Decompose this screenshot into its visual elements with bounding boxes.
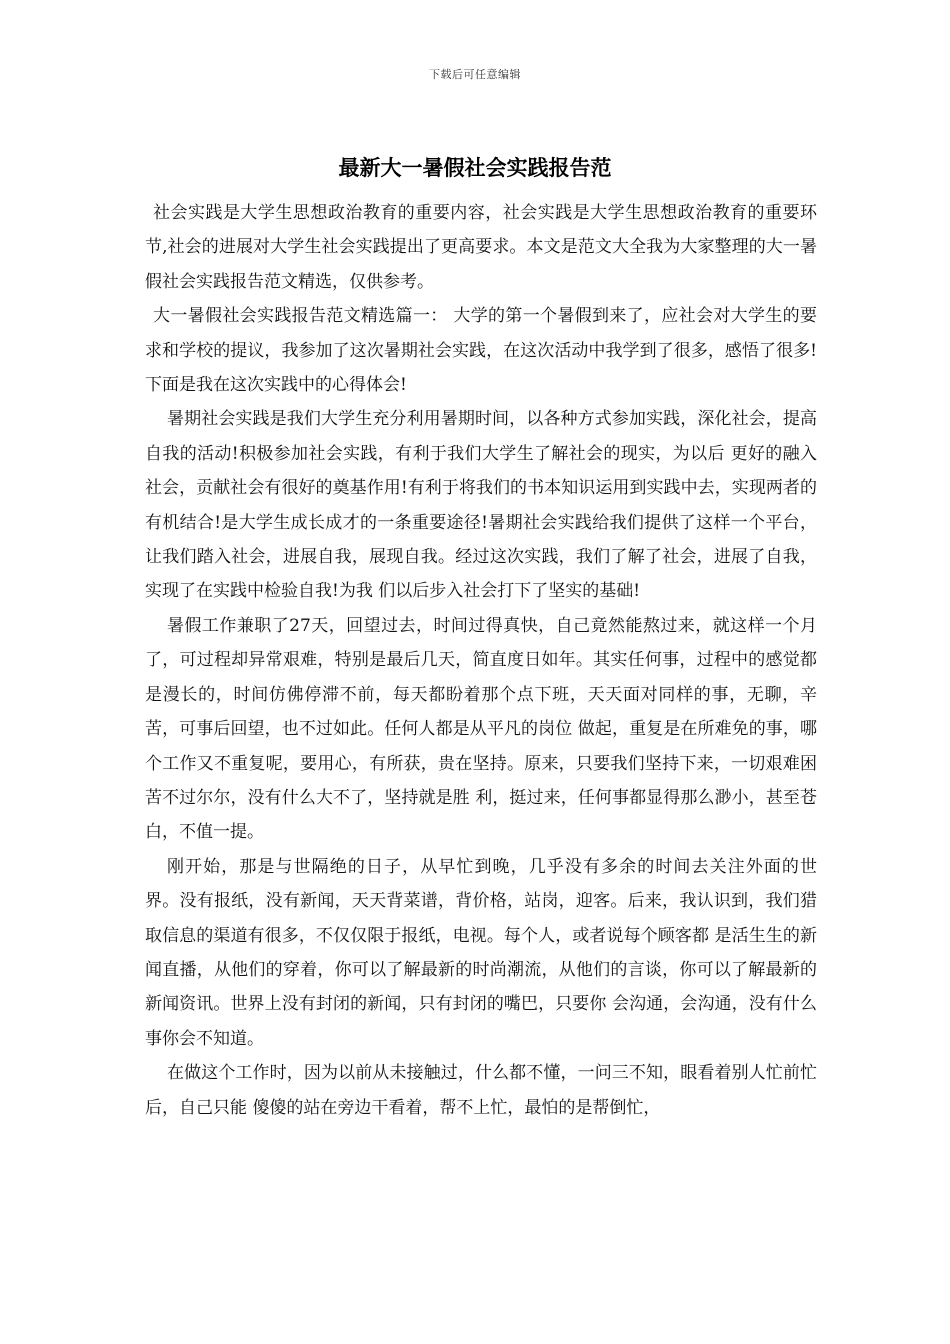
document-body bbox=[145, 196, 817, 1125]
paragraph-work-experience: 暑假工作兼职了27天，回望过去，时间过得真快，自己竟然能熬过来，就这样一个月了，可过程却异常艰难，特别是最后几天，简直度日如年。其实任何事，过程中的感觉都是漫长的，时间仿佛停滞不前，每天都盼着那个点下班，天天面对同样的事，无聊，辛苦，可事后回望，也不过如此。任何人都是从平凡的岗位 做起，重复是在所难免的事，哪个工作又不重复呢，要用心，有所获，贵在坚持。原来，只要我们坚持下来，一切艰难困苦不过尔尔，没有什么大不了，坚持就是胜 利，挺过来，任何事都显得那么渺小，甚至苍白，不值一提。 bbox=[145, 615, 817, 843]
paragraph-practice-meaning: 暑期社会实践是我们大学生充分利用暑期时间，以各种方式参加实践，深化社会，提高自我的活动!积极参加社会实践，有利于我们大学生了解社会的现实，为以后 更好的融入社会，贡献社会有很好的奠基作用!有利于将我们的书本知识运用到实践中去，实现两者的有机结合!是大学生成长成才的一条重要途径!暑期社会实践给我们提供了这样一个平台，让我们踏入社会，进展自我，展现自我。经过这次实践，我们了解了社会，进展了自我，实现了在实践中检验自我!为我 们以后步入社会打下了坚实的基础! bbox=[145, 409, 817, 602]
paragraph-intro: 社会实践是大学生思想政治教育的重要内容，社会实践是大学生思想政治教育的重要环节,社会的进展对大学生社会实践提出了更高要求。本文是范文大全我为大家整理的大一暑假社会实践报告范文精选，仅供参考。 bbox=[145, 203, 817, 292]
header-note: 下载后可任意编辑 bbox=[429, 68, 521, 81]
document-title: 最新大一暑假社会实践报告范 bbox=[338, 155, 612, 180]
paragraph-learning: 在做这个工作时，因为以前从未接触过，什么都不懂，一问三不知，眼看着别人忙前忙后，自己只能 傻傻的站在旁边干看着，帮不上忙，最怕的是帮倒忙， bbox=[145, 1063, 817, 1118]
paragraph-article-start: 大一暑假社会实践报告范文精选篇一： 大学的第一个暑假到来了，应社会对大学生的要求和学校的提议，我参加了这次暑期社会实践，在这次活动中我学到了很多，感悟了很多!下面是我在这次实践中的心得体会! bbox=[145, 306, 817, 396]
paragraph-information: 刚开始，那是与世隔绝的日子，从早忙到晚，几乎没有多余的时间去关注外面的世 界。没有报纸，没有新闻，天天背菜谱，背价格，站岗，迎客。后来，我认识到，我们猎取信息的渠道有很多，不仅仅限于报纸，电视。每个人，或者说每个顾客都 是活生生的新闻直播，从他们的穿着，你可以了解最新的时尚潮流，从他们的言谈，你可以了解最新的新闻资讯。世界上没有封闭的新闻，只有封闭的嘴巴，只要你 会沟通，会沟通，没有什么事你会不知道。 bbox=[145, 856, 817, 1049]
